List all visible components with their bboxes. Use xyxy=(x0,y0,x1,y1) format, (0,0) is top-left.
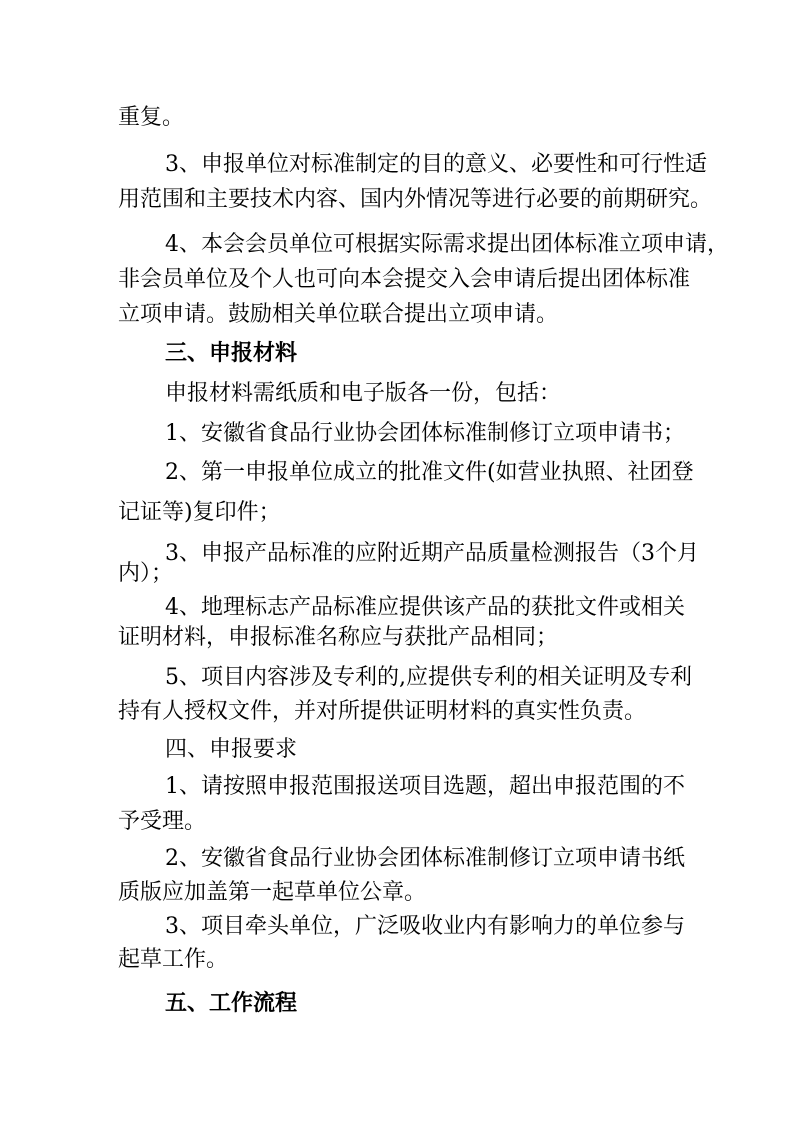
paragraph-line: 持有人授权文件，并对所提供证明材料的真实性负责。 xyxy=(118,699,647,724)
paragraph-line: 申报材料需纸质和电子版各一份，包括： xyxy=(165,381,562,406)
paragraph-line: 2、安徽省食品行业协会团体标准制修订立项申请书纸 xyxy=(165,846,685,871)
paragraph-line: 3、申报产品标准的应附近期产品质量检测报告（3个月 xyxy=(165,541,699,566)
paragraph-line: 起草工作。 xyxy=(118,947,229,972)
paragraph-line: 3、项目牵头单位，广泛吸收业内有影响力的单位参与 xyxy=(165,914,685,939)
section-heading: 三、申报材料 xyxy=(165,341,298,366)
paragraph-line: 2、第一申报单位成立的批准文件(如营业执照、社团登 xyxy=(165,460,694,485)
paragraph-line: 1、请按照申报范围报送项目选题，超出申报范围的不 xyxy=(165,774,685,799)
paragraph-line: 1、安徽省食品行业协会团体标准制修订立项申请书； xyxy=(165,421,685,446)
paragraph-line: 立项申请。鼓励相关单位联合提出立项申请。 xyxy=(118,302,559,327)
paragraph-line: 予受理。 xyxy=(118,809,207,834)
paragraph-line: 用范围和主要技术内容、国内外情况等进行必要的前期研究。 xyxy=(118,187,713,212)
paragraph-line: 4、地理标志产品标准应提供该产品的获批文件或相关 xyxy=(165,595,685,620)
paragraph-line: 非会员单位及个人也可向本会提交入会申请后提出团体标准 xyxy=(118,267,691,292)
paragraph-line: 内）； xyxy=(118,561,174,586)
section-heading: 五、工作流程 xyxy=(165,991,298,1016)
paragraph-line: 记证等)复印件； xyxy=(118,500,281,525)
section-heading: 四、申报要求 xyxy=(165,737,298,762)
paragraph-line: 3、申报单位对标准制定的目的意义、必要性和可行性适 xyxy=(165,152,707,177)
paragraph-line: 证明材料，申报标准名称应与获批产品相同； xyxy=(118,625,559,650)
paragraph-line: 质版应加盖第一起草单位公章。 xyxy=(118,880,427,905)
paragraph-line: 4、本会会员单位可根据实际需求提出团体标准立项申请， xyxy=(165,232,729,257)
paragraph-line: 重复。 xyxy=(118,105,185,130)
paragraph-line: 5、项目内容涉及专利的,应提供专利的相关证明及专利 xyxy=(165,665,692,690)
